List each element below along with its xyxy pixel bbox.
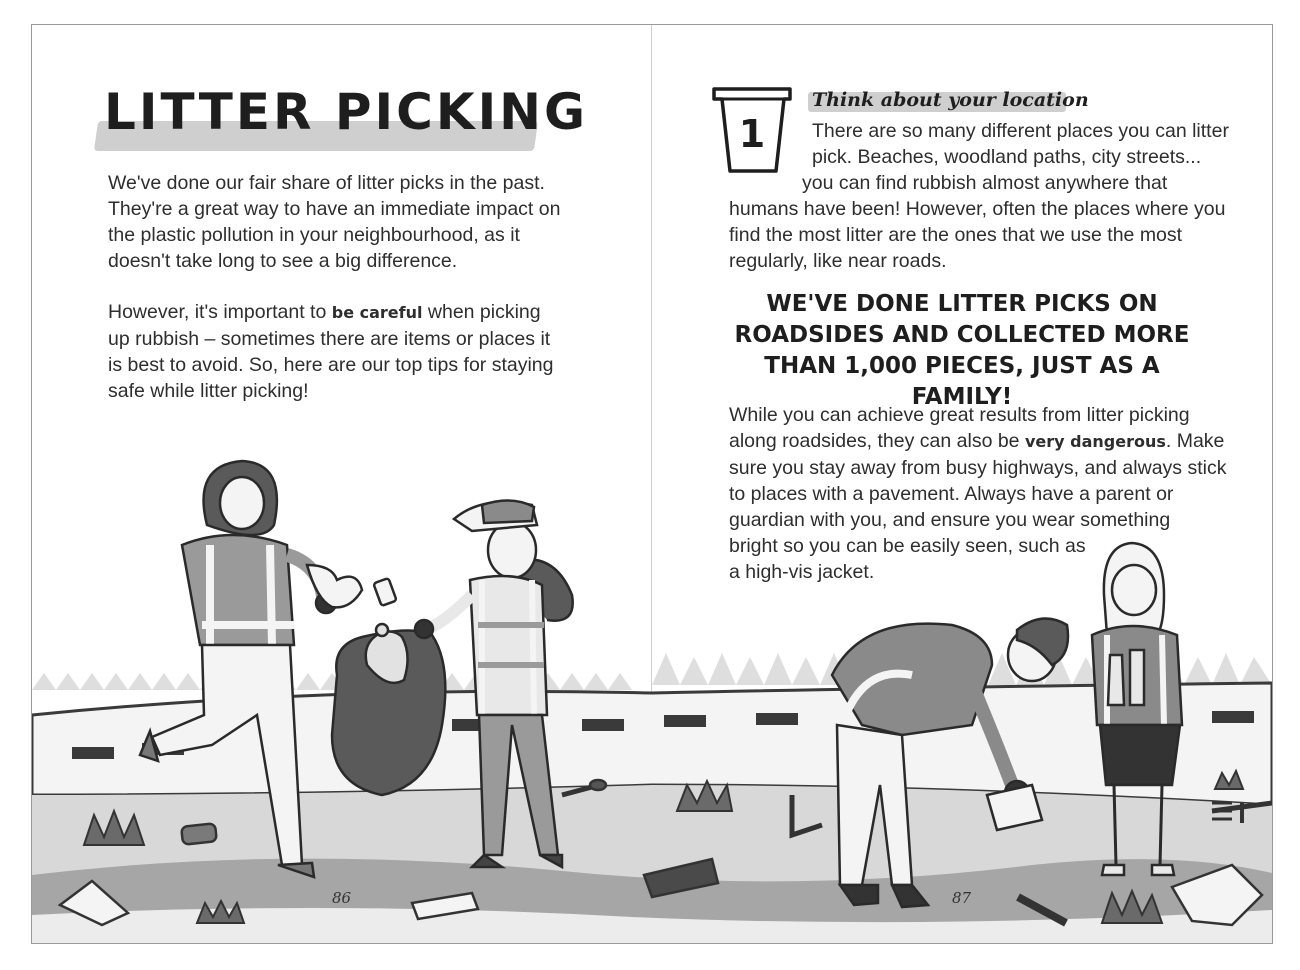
safety-line: up rubbish – sometimes there are items or places it [108,328,551,350]
roadside-line: a high-vis jacket. [729,561,875,583]
safety-text: However, it's important to [108,301,332,323]
tip-line: you can find rubbish almost anywhere that [802,172,1168,194]
roadside-line [729,428,1226,455]
tip-text-mid [802,170,1167,196]
tip-line: There are so many different places you can litter [812,120,1229,142]
tip-text-full [729,196,1225,274]
intro-paragraph [108,170,560,274]
safety-line: safe while litter picking! [108,380,309,402]
emphasis-very-dangerous: very dangerous [1024,432,1166,451]
tip-line: pick. Beaches, woodland paths, city streets... [812,146,1202,168]
intro-line: doesn't take long to see a big difference. [108,250,458,272]
tip-number-bin-icon [712,85,792,175]
page-title: LITTER PICKING [104,83,589,141]
safety-line [108,299,554,326]
roadside-text: . Make [1165,430,1225,452]
roadside-line: While you can achieve great results from litter picking [729,404,1190,426]
intro-line: We've done our fair share of litter picks in the past. [108,172,545,194]
page-title-block [104,83,588,141]
page-number-left: 86 [332,889,352,907]
safety-text: when picking [422,301,541,323]
tip-line: humans have been! However, often the places where you [729,198,1226,220]
roadside-line: to places with a pavement. Always have a parent or [729,483,1174,505]
tip-line: find the most litter are the ones that we use the most [729,224,1183,246]
roadside-line: bright so you can be easily seen, such as [729,535,1086,557]
intro-line: They're a great way to have an immediate impact on [108,198,561,220]
page-number-right: 87 [952,889,972,907]
tip-line: regularly, like near roads. [729,250,947,272]
safety-paragraph [108,299,554,404]
tip-number: 1 [738,112,766,156]
quote-line: WE'VE DONE LITTER PICKS ON [766,291,1158,317]
quote-line: THAN 1,000 PIECES, JUST AS A FAMILY! [764,353,1160,410]
safety-line: is best to avoid. So, here are our top tips for staying [108,354,554,376]
intro-line: the plastic pollution in your neighbourhood, as it [108,224,520,246]
roadside-text: along roadsides, they can also be [729,430,1025,452]
quote-line: ROADSIDES AND COLLECTED MORE [734,322,1190,348]
tip-text-indented [812,118,1229,170]
book-spread [31,24,1273,944]
tip-heading: Think about your location [812,89,1089,111]
pull-quote [722,289,1202,413]
roadside-line: sure you stay away from busy highways, and always stick [729,457,1227,479]
emphasis-be-careful: be careful [331,303,423,322]
roadside-paragraph [729,402,1226,585]
roadside-line: guardian with you, and ensure you wear something [729,509,1171,531]
